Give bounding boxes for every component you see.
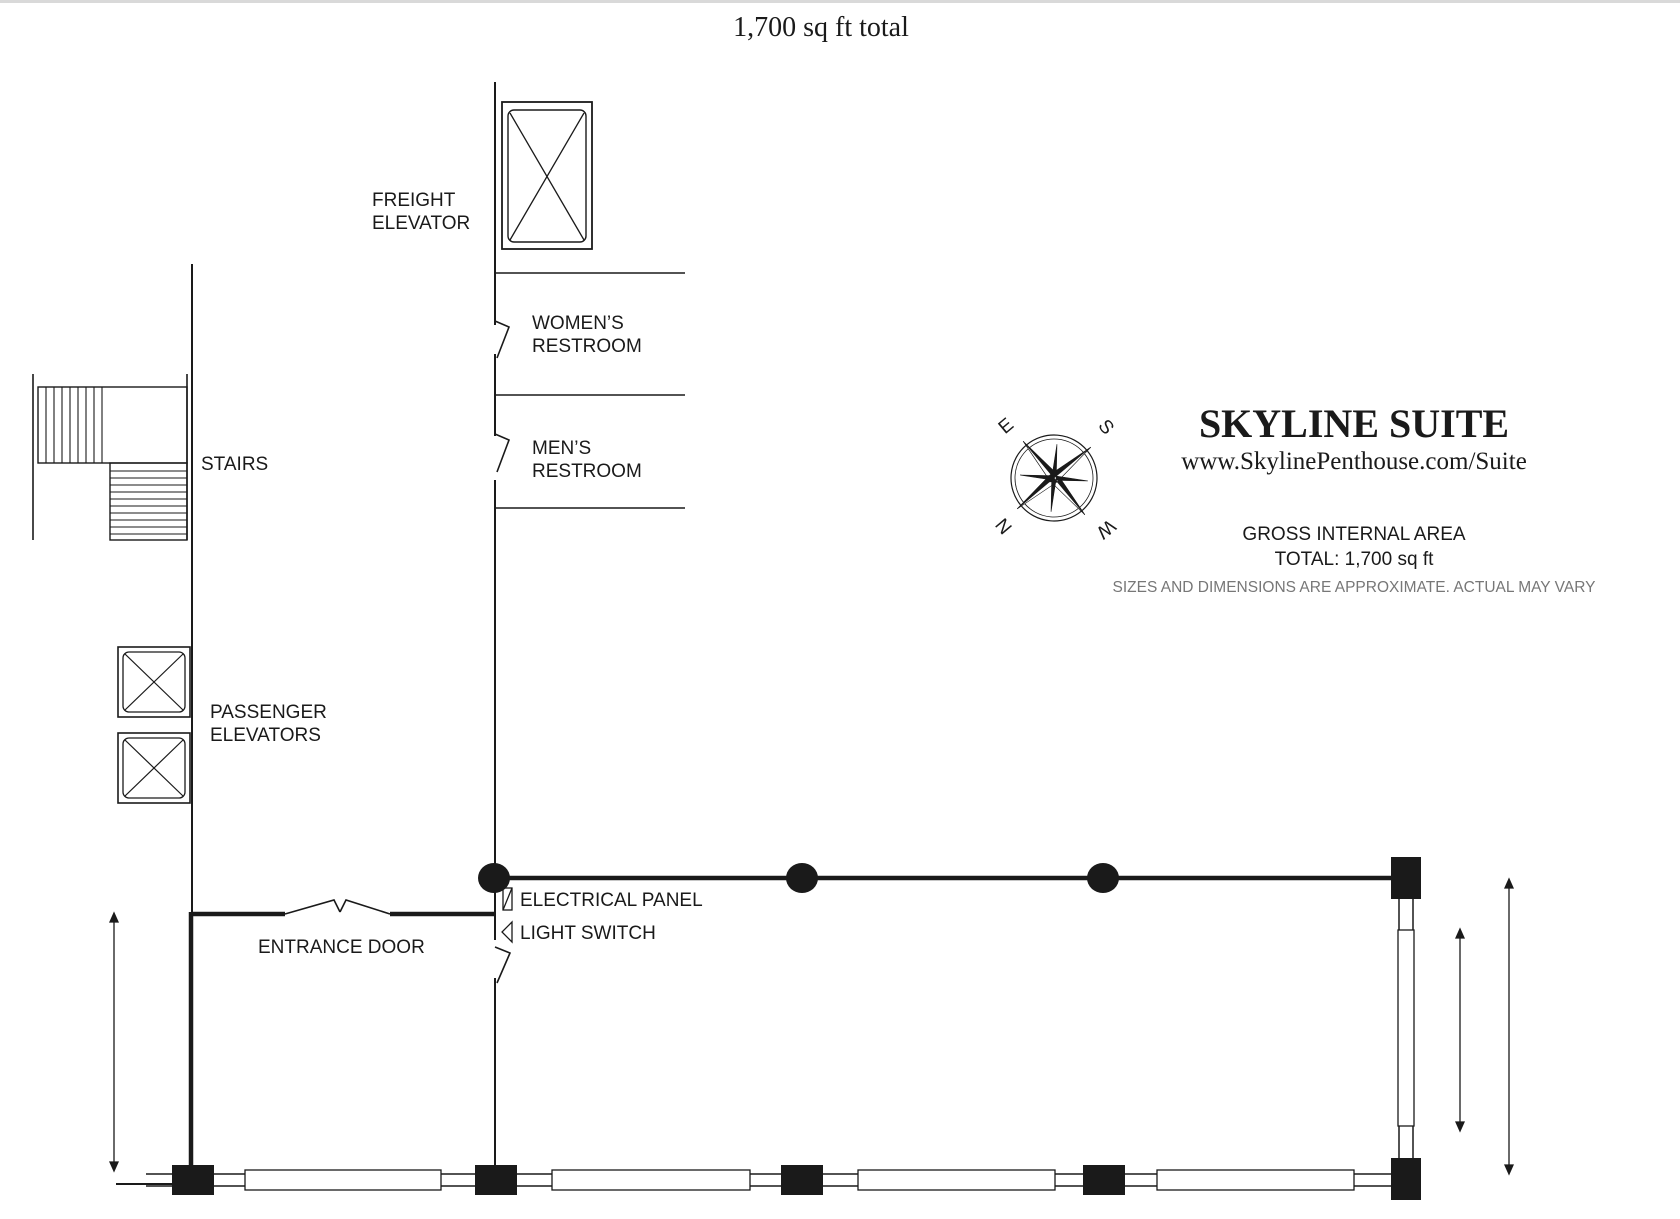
suite-url: www.SkylinePenthouse.com/Suite: [1181, 448, 1527, 475]
gross-area-label: GROSS INTERNAL AREA: [1242, 524, 1466, 545]
total-area-header: 1,700 sq ft total: [733, 12, 909, 43]
suite-title: SKYLINE SUITE: [1198, 401, 1510, 446]
entrance-door: [285, 900, 390, 914]
dimension-arrow-left: [110, 913, 118, 1171]
compass-letter-n: N: [991, 513, 1017, 538]
compass-letter-s: S: [1093, 415, 1118, 439]
stairs-label: STAIRS: [201, 454, 269, 475]
mens-restroom-label-line1: MEN’S: [532, 438, 592, 459]
suite-walls: [191, 878, 1400, 1167]
disclaimer-note: SIZES AND DIMENSIONS ARE APPROXIMATE. ACTUAL MAY VARY: [1112, 579, 1596, 596]
entrance-door-label: ENTRANCE DOOR: [258, 937, 425, 958]
bottom-window-wall: [116, 1170, 1392, 1190]
womens-restroom-label-line1: WOMEN’S: [532, 313, 624, 334]
corner-column-bottom-right: [1391, 1158, 1421, 1200]
freight-elevator-label-line1: FREIGHT: [372, 190, 456, 211]
electrical-panel-label: ELECTRICAL PANEL: [520, 890, 703, 911]
gross-area-total: TOTAL: 1,700 sq ft: [1274, 549, 1434, 570]
light-switch-icon: [502, 922, 512, 942]
passenger-elevator-2: [118, 733, 190, 803]
freight-elevator-label-line2: ELEVATOR: [372, 213, 471, 234]
dimension-arrow-right-inner: [1456, 929, 1464, 1131]
womens-restroom-door: [495, 321, 509, 358]
dimension-arrow-right-outer: [1505, 879, 1513, 1174]
suite-side-door: [495, 947, 510, 983]
compass-letter-e: E: [994, 414, 1018, 439]
light-switch-label: LIGHT SWITCH: [520, 923, 656, 944]
right-window-wall: [1398, 898, 1414, 1162]
passenger-elevators-label-line2: ELEVATORS: [210, 725, 321, 746]
mens-restroom-label-line2: RESTROOM: [532, 461, 642, 482]
freight-elevator: [502, 102, 592, 249]
compass-letter-w: W: [1092, 514, 1120, 543]
passenger-elevator-1: [118, 647, 190, 717]
stairs: [33, 374, 187, 540]
mens-restroom-door: [495, 434, 509, 472]
top-border: [0, 0, 1680, 3]
womens-restroom-label-line2: RESTROOM: [532, 336, 642, 357]
electrical-panel-icon: [503, 888, 512, 910]
passenger-elevators-label-line1: PASSENGER: [210, 702, 327, 723]
